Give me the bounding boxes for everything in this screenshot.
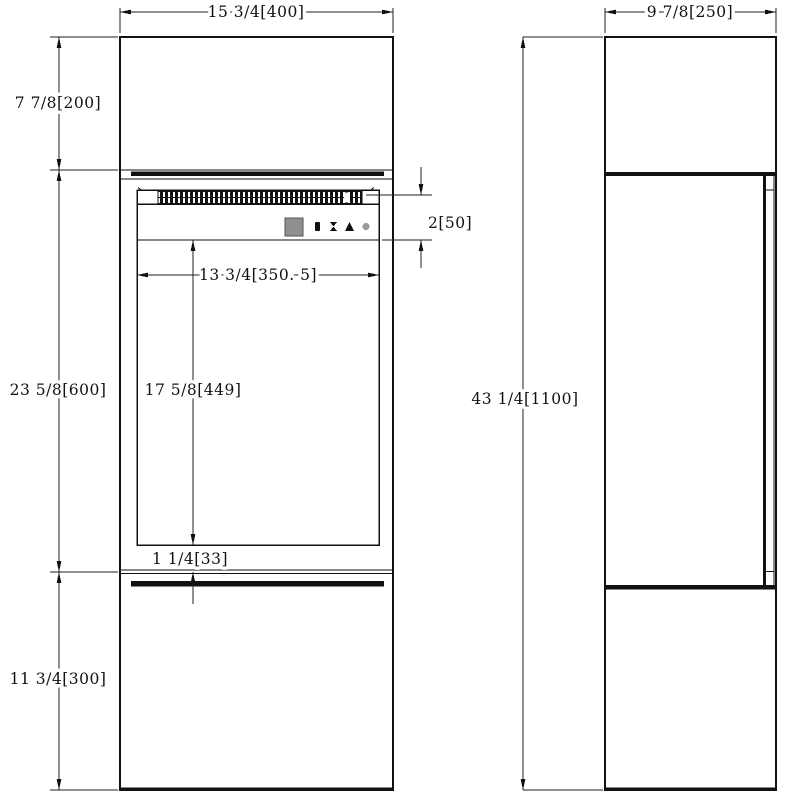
dim-depth — [605, 3, 776, 33]
dim-opening-height-label: 17 5/8[449] — [144, 381, 242, 399]
front-bottom-ledge-bar — [131, 581, 384, 587]
dim-top-section-height — [15, 37, 118, 170]
dim-middle-height-label: 23 5/8[600] — [9, 381, 107, 399]
dim-total-height — [471, 37, 603, 790]
dim-opening-width-label: 13 3/4[350. 5] — [199, 266, 317, 284]
side-outer-body — [605, 37, 776, 790]
side-view — [604, 37, 777, 790]
front-view — [119, 37, 394, 790]
power-bar-icon[interactable] — [315, 222, 320, 231]
dim-control-height-label: 2[50] — [428, 214, 473, 232]
display-square-icon[interactable] — [285, 218, 303, 236]
dim-base-height-label: 11 3/4[300] — [9, 670, 107, 688]
dim-front-width-label: 15 3/4[400] — [207, 3, 305, 21]
dim-middle-section-height — [10, 170, 118, 572]
dim-front-width — [120, 3, 393, 33]
front-outer-body — [120, 37, 393, 790]
dim-depth-label: 9 7/8[250] — [646, 3, 734, 21]
dim-bottom-inset-label: 1 1/4[33] — [151, 550, 229, 568]
side-front-panel-line — [763, 176, 766, 586]
dim-total-height-label: 43 1/4[1100] — [471, 390, 579, 408]
side-bottom-ledge-bar — [605, 585, 776, 590]
dim-top-height-label: 7 7/8[200] — [14, 94, 102, 112]
front-top-ledge-bar — [131, 172, 384, 177]
side-top-ledge-bar — [605, 172, 776, 176]
dim-base-height — [10, 572, 118, 790]
indicator-dot-icon[interactable] — [363, 223, 370, 230]
